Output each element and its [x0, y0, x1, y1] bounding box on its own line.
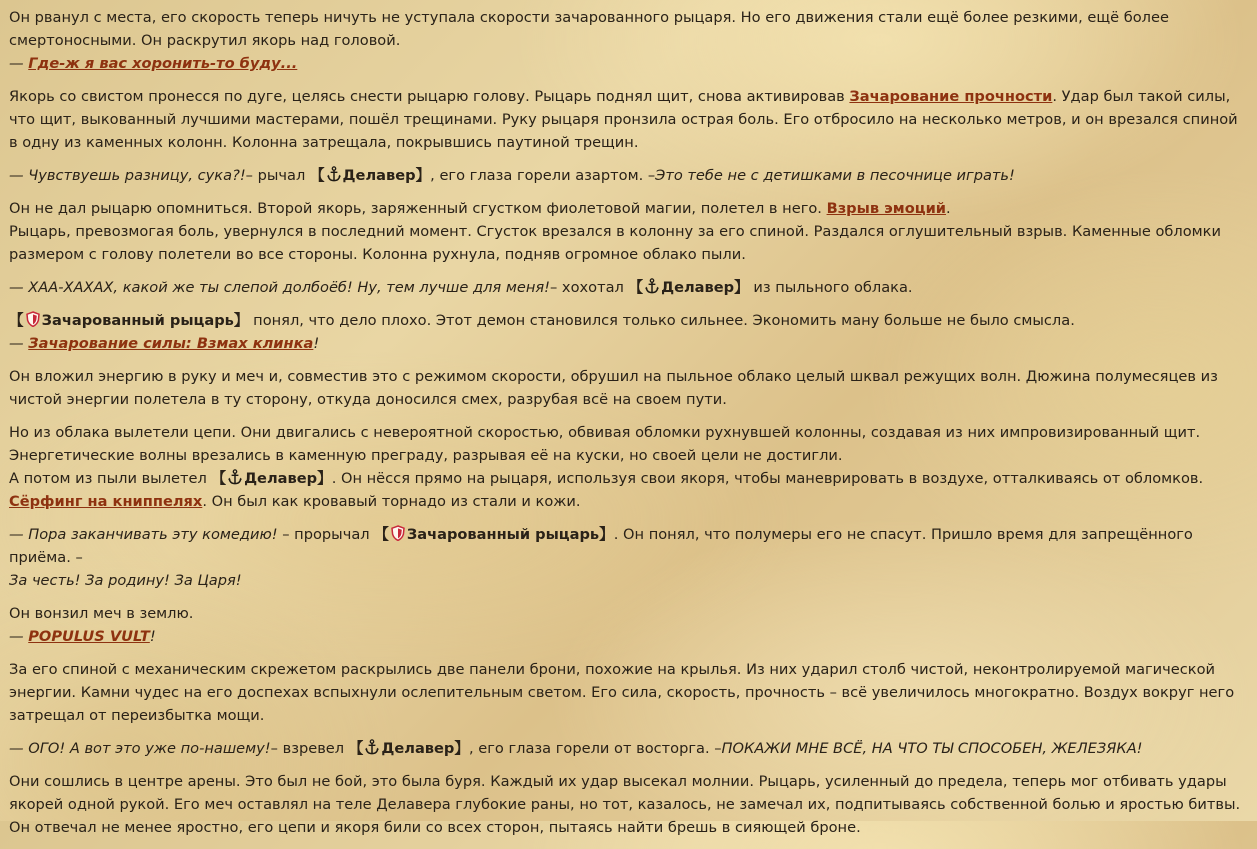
character-tag-delaver[interactable] [211, 470, 331, 487]
character-name: Делавер [244, 470, 318, 487]
anchor-icon [227, 469, 243, 485]
paragraph-5 [9, 276, 1249, 299]
paragraph-13 [9, 770, 1249, 839]
paragraph-12 [9, 737, 1249, 760]
character-tag-delaver[interactable] [310, 167, 430, 184]
shield-icon [390, 525, 406, 541]
character-tag-knight[interactable] [9, 312, 249, 329]
dialogue-line: — ХАА-ХАХАХ, какой же ты слепой долбоёб! Ну, тем лучше для меня! [9, 279, 550, 296]
character-name: Делавер [661, 279, 735, 296]
paragraph-text: – рычал [245, 167, 310, 184]
paragraph-text: – взревел [270, 740, 349, 757]
character-tag-knight[interactable] [374, 526, 614, 543]
paragraph-8 [9, 421, 1249, 513]
skill-link-burial[interactable]: Где-ж я вас хоронить-то буду... [28, 55, 298, 72]
paragraph-text: . [946, 200, 951, 217]
character-name: Делавер [381, 740, 455, 757]
character-name: Зачарованный рыцарь [41, 312, 234, 329]
skill-link-chainshot-surfing[interactable]: Сёрфинг на книппелях [9, 493, 203, 510]
bracket-close: 】 [454, 740, 469, 757]
skill-link-durability-enchant[interactable]: Зачарование прочности [849, 88, 1053, 105]
paragraph-7 [9, 365, 1249, 411]
dialogue-line: За честь! За родину! За Царя! [9, 572, 242, 589]
paragraph-text: из пыльного облака. [753, 279, 913, 296]
dialogue-line: ! [313, 335, 320, 352]
anchor-icon [644, 278, 660, 294]
paragraph-text: – хохотал [550, 279, 629, 296]
bracket-open: 【 [628, 279, 644, 296]
paragraph-text: Но из облака вылетели цепи. Они двигались с невероятной скоростью, обвивая обломки рухнувшей колонны, создавая из них импровизированный щит. Энергетические волны врезались в каменную преграду, разрывая её на куски, но своей цели не достигли. [9, 424, 1201, 464]
skill-link-blade-swing[interactable]: Зачарование силы: Взмах клинка [28, 335, 314, 352]
bracket-open: 【 [309, 167, 325, 184]
paragraph-text: . Удар был такой силы, что щит, выкованный лучшими мастерами, пошёл трещинами. Руку рыцаря пронзила острая боль. Его отбросило на несколько метров, и он врезался спиной в одну из каменных колонн. Колонна затрещала, покрывшись паутиной трещин. [9, 88, 1238, 151]
paragraph-text: , его глаза горели от восторга. – [468, 740, 722, 757]
paragraph-text: Он рванул с места, его скорость теперь ничуть не уступала скорости зачарованного рыцаря. Но его движения стали ещё более резкими, ещё более смертоносными. Он раскрутил якорь над головой. [9, 9, 1169, 49]
paragraph-11 [9, 658, 1249, 727]
paragraph-text: А потом из пыли вылетел [9, 470, 212, 487]
paragraph-text: Они сошлись в центре арены. Это был не бой, это была буря. Каждый их удар высекал молнии. Рыцарь, усиленный до предела, теперь мог отбивать удары якорей одной рукой. Его меч оставлял на теле Делавера глубокие раны, но тот, казалось, не замечал их, подпитываясь собственной болью и яростью битвы. Он отвечал не менее яростно, его цепи и якоря били со всех сторон, пытаясь найти брешь в сияющей броне. [9, 773, 1241, 836]
bracket-close: 】 [734, 279, 749, 296]
character-name: Зачарованный рыцарь [406, 526, 600, 543]
bracket-open: 【 [9, 312, 24, 329]
paragraph-10 [9, 602, 1249, 648]
dialogue-line: ! [149, 628, 156, 645]
paragraph-text: понял, что дело плохо. Этот демон становился только сильнее. Экономить ману больше не было смысла. [253, 312, 1075, 329]
character-tag-delaver[interactable] [628, 279, 748, 296]
dash: — [9, 55, 29, 72]
paragraph-text: Он не дал рыцарю опомниться. Второй якорь, заряженный сгустком фиолетовой магии, полетел в него. [9, 200, 827, 217]
anchor-icon [326, 166, 342, 182]
character-tag-delaver[interactable] [349, 740, 469, 757]
paragraph-text: – прорычал [277, 526, 375, 543]
paragraph-9 [9, 523, 1249, 592]
skill-link-emotion-blast[interactable]: Взрыв эмоций [826, 200, 947, 217]
story-text [9, 6, 1249, 849]
dash: — [9, 335, 29, 352]
paragraph-text: Рыцарь, превозмогая боль, увернулся в последний момент. Сгусток врезался в колонну за его спиной. Раздался оглушительный взрыв. Каменные обломки размером с голову полетели во все стороны. Колонна рухнула, подняв огромное облако пыли. [9, 223, 1221, 263]
paragraph-text: За его спиной с механическим скрежетом раскрылись две панели брони, похожие на крылья. Из них ударил столб чистой, неконтролируемой магической энергии. Камни чудес на его доспехах вспыхнули ослепительным светом. Его сила, скорость, прочность – всё увеличилось многократно. Воздух вокруг него затрещал от переизбытка мощи. [9, 661, 1235, 724]
paragraph-4 [9, 197, 1249, 266]
paragraph-3 [9, 164, 1249, 187]
bracket-close: 】 [317, 470, 332, 487]
dash: — [9, 628, 29, 645]
paragraph-text: Он вонзил меч в землю. [9, 605, 194, 622]
character-name: Делавер [342, 167, 416, 184]
bracket-open: 【 [348, 740, 364, 757]
paragraph-text: , его глаза горели азартом. – [430, 167, 656, 184]
paragraph-text: . Он понял, что полумеры его не спасут. Пришло время для запрещённого приёма. – [9, 526, 1193, 566]
bracket-close: 】 [415, 167, 431, 184]
dialogue-line: — Пора заканчивать эту комедию! [9, 526, 278, 543]
dialogue-line: — ОГО! А вот это уже по-нашему! [9, 740, 271, 757]
paragraph-text: Он вложил энергию в руку и меч и, совместив это с режимом скорости, обрушил на пыльное облако целый шквал режущих волн. Дюжина полумесяцев из чистой энергии полетела в ту сторону, откуда доносился смех, разрубая всё на своем пути. [9, 368, 1218, 408]
paragraph-text: . Он нёсся прямо на рыцаря, используя свои якоря, чтобы маневрировать в воздухе, отталкиваясь от обломков. [331, 470, 1204, 487]
dialogue-line: ПОКАЖИ МНЕ ВСЁ, НА ЧТО ТЫ СПОСОБЕН, ЖЕЛЕЗЯКА! [721, 740, 1143, 757]
bracket-open: 【 [374, 526, 389, 543]
paragraph-text: Якорь со свистом пронесся по дуге, целясь снести рыцарю голову. Рыцарь поднял щит, снова активировав [9, 88, 850, 105]
bracket-close: 】 [599, 526, 614, 543]
paragraph-2 [9, 85, 1249, 154]
paragraph-6 [9, 309, 1249, 355]
dialogue-line: Это тебе не с детишками в песочнице играть! [655, 167, 1015, 184]
anchor-icon [364, 739, 380, 755]
skill-link-populus-vult[interactable]: POPULUS VULT [28, 628, 150, 645]
paragraph-text: . Он был как кровавый торнадо из стали и кожи. [202, 493, 581, 510]
shield-icon [25, 311, 41, 327]
paragraph-1 [9, 6, 1249, 75]
bracket-open: 【 [211, 470, 227, 487]
bracket-close: 】 [233, 312, 249, 329]
dialogue-line: — Чувствуешь разницу, сука?! [9, 167, 246, 184]
